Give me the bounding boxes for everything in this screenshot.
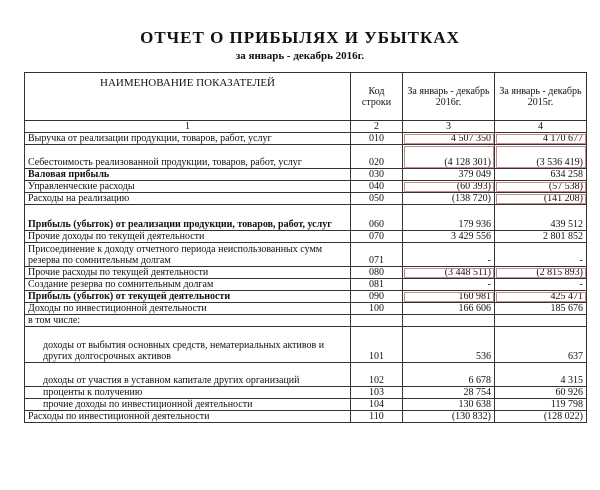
table-row	[25, 303, 587, 315]
header-2015: За январь - декабрь 2015г.	[495, 73, 587, 121]
value-2015: (2 815 893)	[495, 267, 587, 279]
row-code: 050	[351, 193, 403, 205]
row-code: 040	[351, 181, 403, 193]
value-2016: -	[403, 279, 495, 291]
value-2015: 4 315	[495, 363, 587, 387]
table-row	[25, 291, 587, 303]
row-code: 090	[351, 291, 403, 303]
value-2016: 28 754	[403, 387, 495, 399]
table-row	[25, 363, 587, 387]
table-row	[25, 133, 587, 145]
value-2016: 536	[403, 327, 495, 363]
value-2015: 634 258	[495, 169, 587, 181]
table-row	[25, 315, 587, 327]
row-name: Создание резерва по сомнительным долгам	[25, 279, 351, 291]
row-code: 030	[351, 169, 403, 181]
row-code: 010	[351, 133, 403, 145]
row-code: 104	[351, 399, 403, 411]
row-name: Доходы по инвестиционной деятельности	[25, 303, 351, 315]
report-title: ОТЧЕТ О ПРИБЫЛЯХ И УБЫТКАХ	[140, 28, 460, 47]
value-2016: (3 448 511)	[403, 267, 495, 279]
value-2016: (60 393)	[403, 181, 495, 193]
row-name: Прибыль (убыток) от текущей деятельности	[25, 291, 351, 303]
value-2016: 3 429 556	[403, 231, 495, 243]
row-name: в том числе:	[25, 315, 351, 327]
table-row	[25, 231, 587, 243]
row-code: 071	[351, 243, 403, 267]
value-2015: 425 471	[495, 291, 587, 303]
header-2016: За январь - декабрь 2016г.	[403, 73, 495, 121]
table-row	[25, 387, 587, 399]
column-number: 4	[495, 121, 587, 133]
value-2015: 119 798	[495, 399, 587, 411]
row-code: 110	[351, 411, 403, 423]
table-row	[25, 205, 587, 231]
row-code: 070	[351, 231, 403, 243]
value-2016	[403, 315, 495, 327]
row-name: Себестоимость реализованной продукции, товаров, работ, услуг	[25, 145, 351, 169]
row-code: 100	[351, 303, 403, 315]
row-name: доходы от участия в уставном капитале других организаций	[25, 363, 351, 387]
column-number-row	[25, 121, 587, 133]
report-period: за январь - декабрь 2016г.	[235, 50, 365, 62]
row-code: 080	[351, 267, 403, 279]
value-2016: 160 981	[403, 291, 495, 303]
column-number: 1	[25, 121, 351, 133]
table-row	[25, 181, 587, 193]
value-2015: (57 538)	[495, 181, 587, 193]
row-name: Прибыль (убыток) от реализации продукции, товаров, работ, услуг	[25, 205, 351, 231]
row-name: прочие доходы по инвестиционной деятельности	[25, 399, 351, 411]
row-name: Валовая прибыль	[25, 169, 351, 181]
row-code: 060	[351, 205, 403, 231]
value-2015: -	[495, 243, 587, 267]
row-code: 102	[351, 363, 403, 387]
row-name: Присоединение к доходу отчетного периода неиспользованных сумм резерва по сомнительным долгам	[25, 243, 351, 267]
value-2015: (141 208)	[495, 193, 587, 205]
value-2015: 4 170 677	[495, 133, 587, 145]
value-2016: 130 638	[403, 399, 495, 411]
value-2016: 179 936	[403, 205, 495, 231]
row-name: Прочие расходы по текущей деятельности	[25, 267, 351, 279]
table-row	[25, 399, 587, 411]
value-2016: 166 606	[403, 303, 495, 315]
value-2016: (4 128 301)	[403, 145, 495, 169]
value-2015: (128 022)	[495, 411, 587, 423]
row-code: 103	[351, 387, 403, 399]
row-code: 081	[351, 279, 403, 291]
value-2015	[495, 315, 587, 327]
row-name: доходы от выбытия основных средств, нематериальных активов и других долгосрочных активов	[25, 327, 351, 363]
table-row	[25, 267, 587, 279]
row-name: Расходы на реализацию	[25, 193, 351, 205]
row-code: 020	[351, 145, 403, 169]
header-code: Код строки	[351, 73, 403, 121]
table-row	[25, 193, 587, 205]
value-2016: -	[403, 243, 495, 267]
header-name: НАИМЕНОВАНИЕ ПОКАЗАТЕЛЕЙ	[25, 73, 351, 121]
column-number: 2	[351, 121, 403, 133]
value-2015: -	[495, 279, 587, 291]
value-2015: 60 926	[495, 387, 587, 399]
income-statement-table	[24, 72, 587, 423]
value-2016: (130 832)	[403, 411, 495, 423]
value-2016: 6 678	[403, 363, 495, 387]
table-row	[25, 279, 587, 291]
table-header-row	[25, 73, 587, 121]
value-2015: (3 536 419)	[495, 145, 587, 169]
value-2016: 4 507 350	[403, 133, 495, 145]
column-number: 3	[403, 121, 495, 133]
row-name: проценты к получению	[25, 387, 351, 399]
row-name: Управленческие расходы	[25, 181, 351, 193]
table-row	[25, 169, 587, 181]
value-2015: 637	[495, 327, 587, 363]
table-row	[25, 243, 587, 267]
row-code	[351, 315, 403, 327]
row-name: Прочие доходы по текущей деятельности	[25, 231, 351, 243]
value-2015: 439 512	[495, 205, 587, 231]
value-2016: (138 720)	[403, 193, 495, 205]
value-2015: 2 801 852	[495, 231, 587, 243]
table-row	[25, 411, 587, 423]
row-code: 101	[351, 327, 403, 363]
table-row	[25, 327, 587, 363]
table-row	[25, 145, 587, 169]
value-2016: 379 049	[403, 169, 495, 181]
row-name: Выручка от реализации продукции, товаров, работ, услуг	[25, 133, 351, 145]
row-name: Расходы по инвестиционной деятельности	[25, 411, 351, 423]
value-2015: 185 676	[495, 303, 587, 315]
